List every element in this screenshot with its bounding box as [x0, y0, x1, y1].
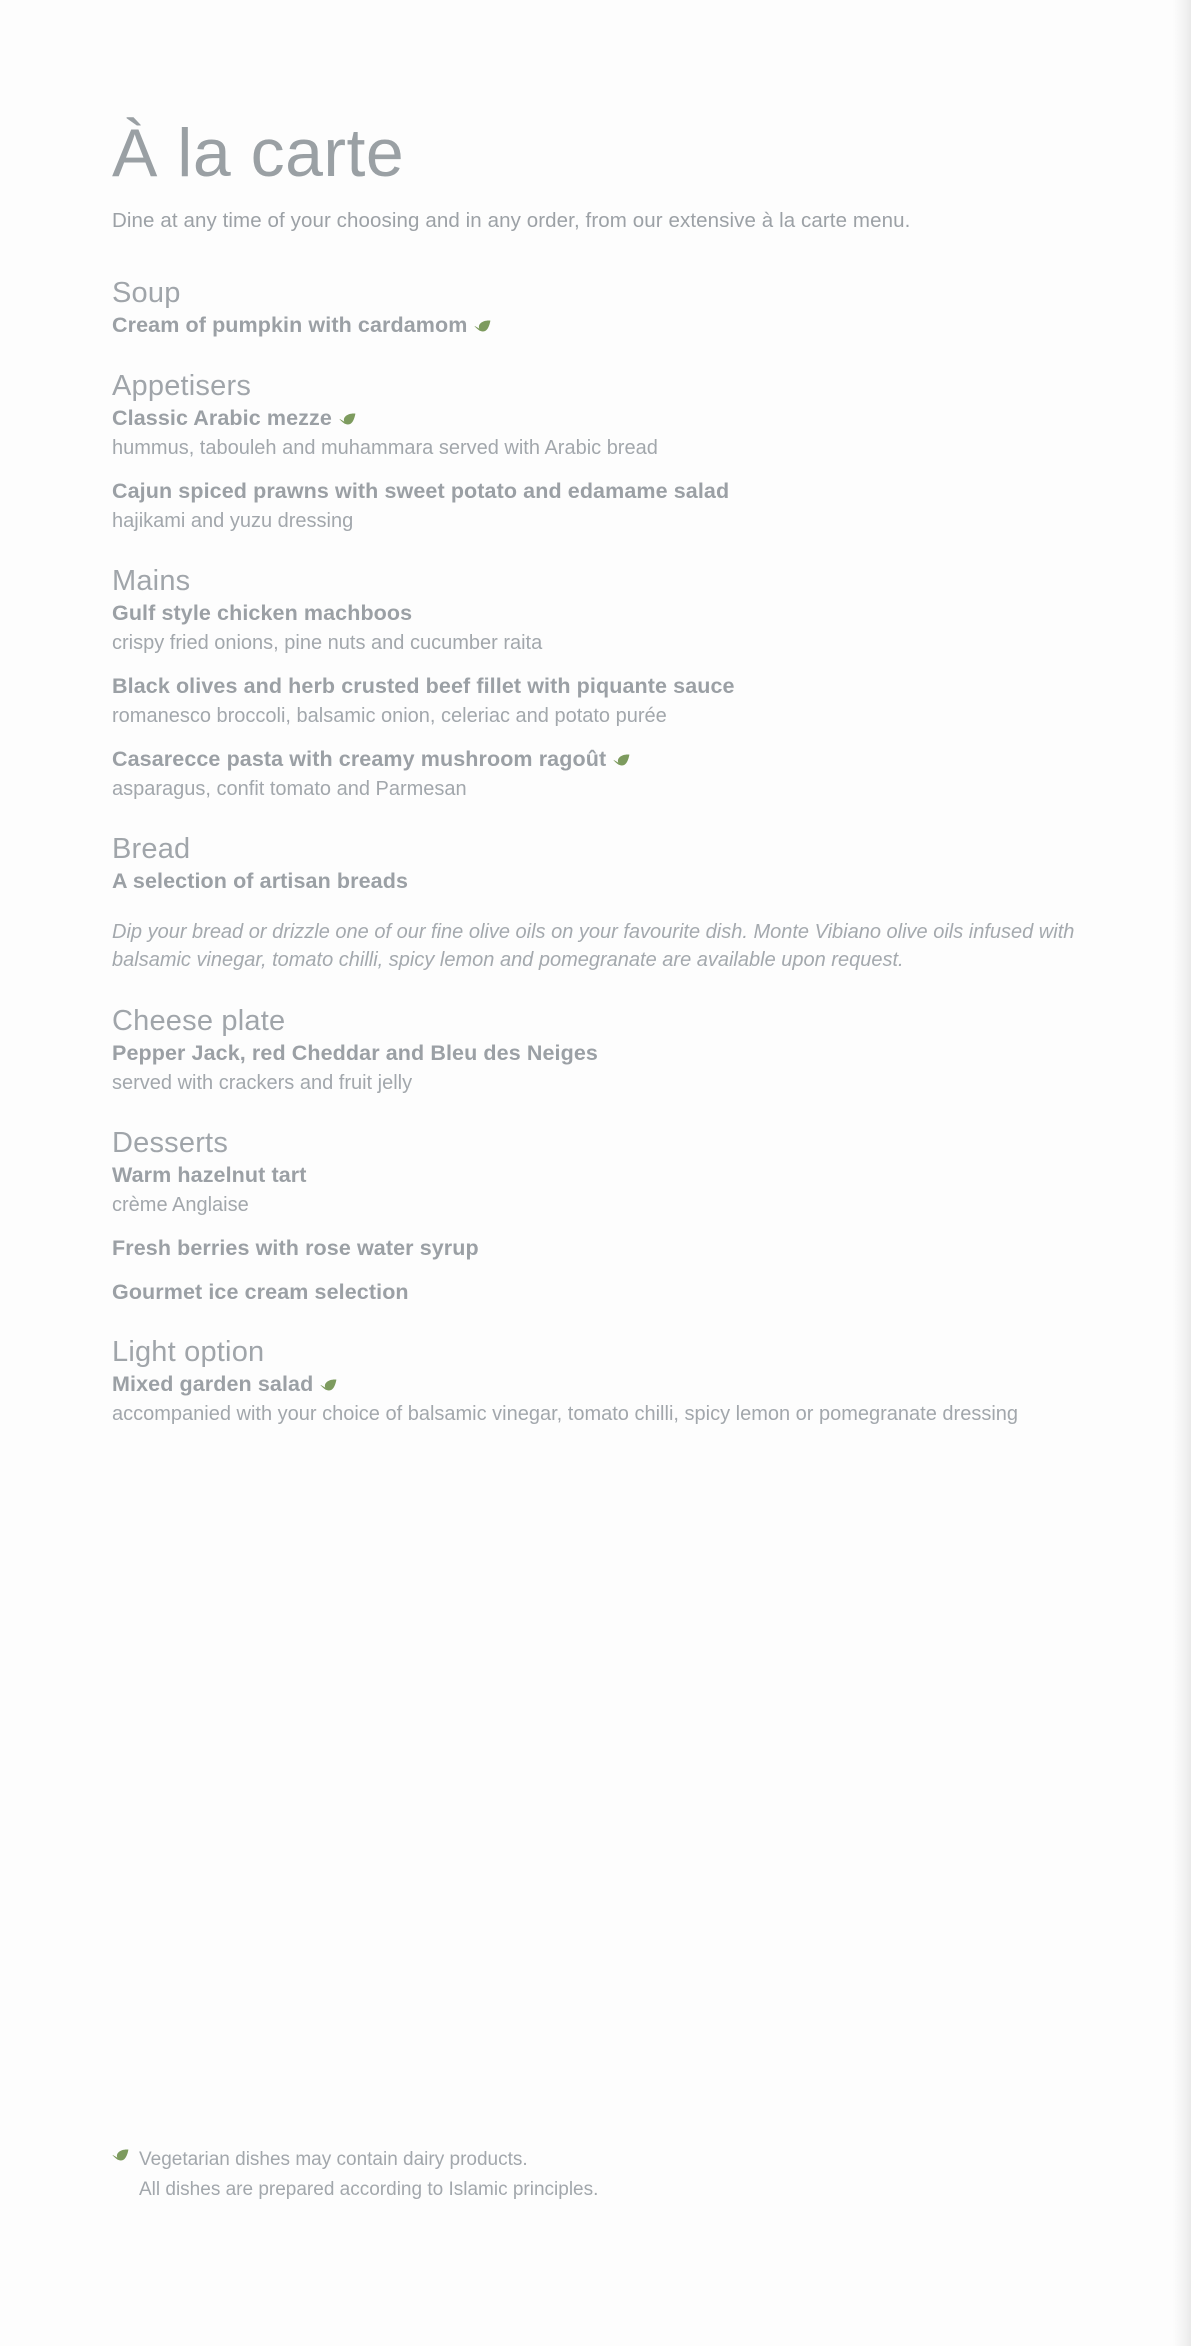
- leaf-icon: [613, 754, 630, 768]
- menu-item-name-row: [112, 1040, 1079, 1068]
- menu-item-name: Warm hazelnut tart: [112, 1162, 307, 1187]
- menu-item-name-row: [112, 1371, 1079, 1399]
- menu-item: [112, 868, 1079, 896]
- menu-item-name: Fresh berries with rose water syrup: [112, 1235, 479, 1260]
- menu-item-name: Cream of pumpkin with cardamom: [112, 313, 468, 338]
- menu-item: [112, 312, 1079, 340]
- section-heading: Appetisers: [112, 370, 252, 403]
- menu-item-name: Cajun spiced prawns with sweet potato and edamame salad: [112, 479, 730, 504]
- section-heading: Mains: [112, 565, 191, 598]
- menu-item: [112, 1235, 1079, 1263]
- menu-item-description: crème Anglaise: [112, 1193, 249, 1216]
- menu-item-description: hummus, tabouleh and muhammara served with Arabic bread: [112, 437, 658, 460]
- section-heading: Bread: [112, 833, 191, 866]
- menu-item-name-row: [112, 1162, 1079, 1190]
- menu-item-name: Classic Arabic mezze: [112, 406, 332, 431]
- menu-item-name: Pepper Jack, red Cheddar and Bleu des Neiges: [112, 1040, 598, 1065]
- menu-item-name-row: [112, 1235, 1079, 1263]
- footer-halal-line: [112, 2175, 1012, 2205]
- leaf-icon: [112, 2149, 129, 2163]
- menu-item-name: Mixed garden salad: [112, 1372, 314, 1397]
- menu-item-name: Casarecce pasta with creamy mushroom ragoût: [112, 747, 607, 772]
- leaf-icon: [320, 1379, 337, 1393]
- page-title: À la carte: [112, 115, 405, 191]
- menu-item-name-row: [112, 868, 1079, 896]
- menu-section: [112, 370, 1079, 535]
- menu-sections: [112, 277, 1079, 1428]
- menu-item: [112, 1040, 1079, 1097]
- footer-vegetarian-text: Vegetarian dishes may contain dairy products.: [139, 2149, 528, 2170]
- footer-halal-text: All dishes are prepared according to Islamic principles.: [139, 2179, 599, 2201]
- menu-section: [112, 1336, 1079, 1428]
- leaf-icon: [339, 413, 356, 427]
- menu-footer: [112, 2145, 1012, 2206]
- menu-section: [112, 833, 1079, 975]
- menu-item: [112, 1371, 1079, 1428]
- section-heading: Soup: [112, 277, 181, 310]
- section-heading: Cheese plate: [112, 1004, 286, 1037]
- menu-item-name: Gourmet ice cream selection: [112, 1279, 409, 1304]
- menu-item: [112, 746, 1079, 803]
- menu-section: [112, 565, 1079, 803]
- menu-item-name-row: [112, 600, 1079, 628]
- menu-item-description: hajikami and yuzu dressing: [112, 510, 354, 533]
- section-heading: Light option: [112, 1336, 265, 1369]
- menu-intro: Dine at any time of your choosing and in any order, from our extensive à la carte menu.: [112, 209, 911, 233]
- menu-section: [112, 277, 1079, 340]
- menu-item: [112, 478, 1079, 535]
- menu-item: [112, 405, 1079, 462]
- footer-vegetarian-line: [112, 2145, 1012, 2175]
- menu-item-description: served with crackers and fruit jelly: [112, 1071, 413, 1094]
- menu-item-description: asparagus, confit tomato and Parmesan: [112, 778, 467, 801]
- menu-item-name-row: [112, 1279, 1079, 1307]
- menu-item-name-row: [112, 673, 1079, 701]
- section-note: Dip your bread or drizzle one of our fine olive oils on your favourite dish. Monte Vibiano olive oils infused with balsamic vinegar, tomato chilli, spicy lemon and pomegranate are available upon request.: [112, 920, 1075, 972]
- menu-item: [112, 1162, 1079, 1219]
- menu-item-name: Gulf style chicken machboos: [112, 601, 413, 626]
- menu-item-name: Black olives and herb crusted beef fillet with piquante sauce: [112, 674, 735, 699]
- menu-item-description: crispy fried onions, pine nuts and cucumber raita: [112, 632, 543, 655]
- menu-item-description: accompanied with your choice of balsamic vinegar, tomato chilli, spicy lemon or pomegranate dressing: [112, 1403, 1019, 1426]
- leaf-icon: [474, 320, 491, 334]
- menu-item-name-row: [112, 478, 1079, 506]
- menu-section: [112, 1005, 1079, 1097]
- menu-item-description: romanesco broccoli, balsamic onion, celeriac and potato purée: [112, 705, 667, 728]
- menu-item-name: A selection of artisan breads: [112, 869, 409, 894]
- menu-item: [112, 1279, 1079, 1307]
- menu-section: [112, 1127, 1079, 1307]
- menu-item-name-row: [112, 312, 1079, 340]
- menu-item-name-row: [112, 746, 1079, 774]
- menu-item: [112, 600, 1079, 657]
- section-heading: Desserts: [112, 1126, 229, 1159]
- menu-item-name-row: [112, 405, 1079, 433]
- menu-item: [112, 673, 1079, 730]
